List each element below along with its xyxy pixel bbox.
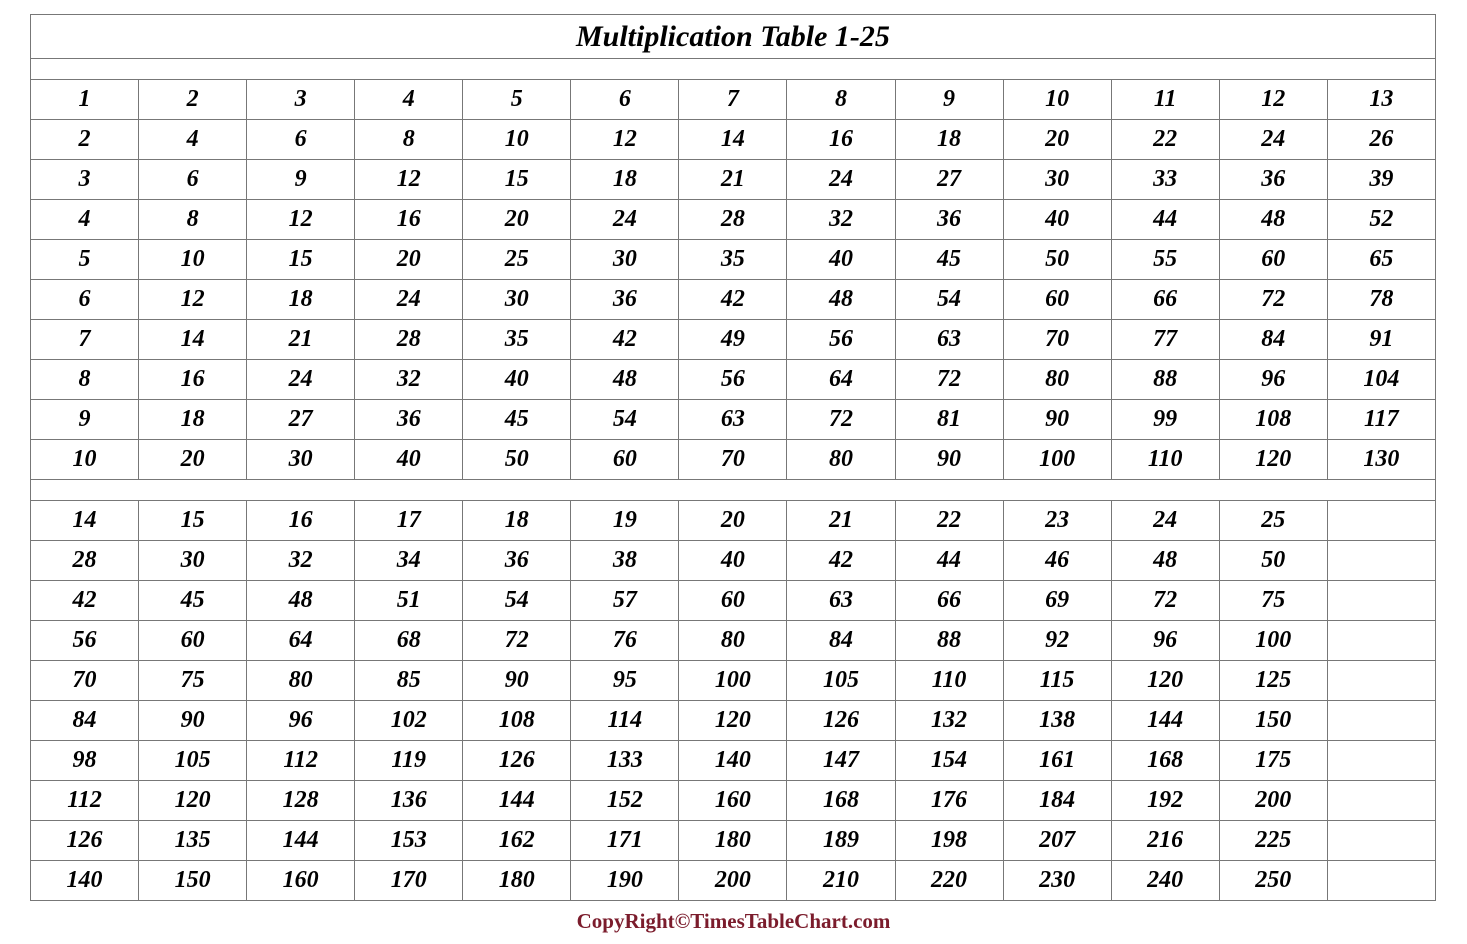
table-cell bbox=[1327, 701, 1435, 741]
table-cell: 42 bbox=[571, 320, 679, 360]
table-cell: 84 bbox=[31, 701, 139, 741]
table-cell: 77 bbox=[1111, 320, 1219, 360]
table-cell: 57 bbox=[571, 581, 679, 621]
table-cell: 90 bbox=[1003, 400, 1111, 440]
table-cell: 20 bbox=[679, 501, 787, 541]
table-cell: 56 bbox=[787, 320, 895, 360]
table-cell: 161 bbox=[1003, 741, 1111, 781]
table-cell: 22 bbox=[895, 501, 1003, 541]
table-cell: 154 bbox=[895, 741, 1003, 781]
table-cell: 40 bbox=[679, 541, 787, 581]
table-cell: 18 bbox=[247, 280, 355, 320]
table-cell: 9 bbox=[247, 160, 355, 200]
table-cell: 135 bbox=[139, 821, 247, 861]
table-cell bbox=[1327, 661, 1435, 701]
table-row bbox=[31, 120, 1436, 160]
table-cell: 80 bbox=[1003, 360, 1111, 400]
table-row bbox=[31, 400, 1436, 440]
table-cell: 136 bbox=[355, 781, 463, 821]
table-cell: 225 bbox=[1219, 821, 1327, 861]
table-cell: 64 bbox=[787, 360, 895, 400]
table-cell: 32 bbox=[787, 200, 895, 240]
table-cell: 2 bbox=[139, 80, 247, 120]
table-cell: 18 bbox=[139, 400, 247, 440]
table-cell: 24 bbox=[1219, 120, 1327, 160]
table-cell: 64 bbox=[247, 621, 355, 661]
table-cell bbox=[1327, 861, 1435, 901]
table-cell: 96 bbox=[1111, 621, 1219, 661]
table-cell: 75 bbox=[139, 661, 247, 701]
table-cell: 33 bbox=[1111, 160, 1219, 200]
table-cell: 160 bbox=[247, 861, 355, 901]
table-cell: 26 bbox=[1327, 120, 1435, 160]
table-cell: 90 bbox=[895, 440, 1003, 480]
table-cell: 108 bbox=[1219, 400, 1327, 440]
multiplication-table bbox=[30, 14, 1436, 901]
table-cell: 8 bbox=[31, 360, 139, 400]
table-cell: 6 bbox=[31, 280, 139, 320]
table-cell: 200 bbox=[679, 861, 787, 901]
table-row bbox=[31, 280, 1436, 320]
table-cell: 18 bbox=[895, 120, 1003, 160]
table-cell: 4 bbox=[31, 200, 139, 240]
table-cell: 19 bbox=[571, 501, 679, 541]
table-cell: 160 bbox=[679, 781, 787, 821]
table-cell: 46 bbox=[1003, 541, 1111, 581]
table-cell: 28 bbox=[355, 320, 463, 360]
table-cell: 30 bbox=[247, 440, 355, 480]
table-cell: 105 bbox=[787, 661, 895, 701]
table-cell: 14 bbox=[31, 501, 139, 541]
table-cell: 6 bbox=[247, 120, 355, 160]
table-cell: 60 bbox=[139, 621, 247, 661]
table-cell: 27 bbox=[247, 400, 355, 440]
table-cell: 91 bbox=[1327, 320, 1435, 360]
table-cell: 200 bbox=[1219, 781, 1327, 821]
table-cell: 16 bbox=[355, 200, 463, 240]
table-cell bbox=[1327, 581, 1435, 621]
table-cell: 44 bbox=[895, 541, 1003, 581]
table-cell: 70 bbox=[1003, 320, 1111, 360]
table-cell: 10 bbox=[31, 440, 139, 480]
table-cell: 80 bbox=[679, 621, 787, 661]
table-cell: 20 bbox=[1003, 120, 1111, 160]
table-cell: 140 bbox=[679, 741, 787, 781]
table-cell: 98 bbox=[31, 741, 139, 781]
table-cell: 60 bbox=[1003, 280, 1111, 320]
table-cell: 112 bbox=[247, 741, 355, 781]
table-cell: 120 bbox=[679, 701, 787, 741]
table-cell: 17 bbox=[355, 501, 463, 541]
table-cell: 50 bbox=[463, 440, 571, 480]
table-cell: 42 bbox=[31, 581, 139, 621]
table-cell: 168 bbox=[1111, 741, 1219, 781]
table-cell: 30 bbox=[463, 280, 571, 320]
table-cell: 18 bbox=[463, 501, 571, 541]
table-row bbox=[31, 821, 1436, 861]
table-cell: 8 bbox=[139, 200, 247, 240]
table-row bbox=[31, 501, 1436, 541]
table-cell: 12 bbox=[571, 120, 679, 160]
table-cell: 144 bbox=[463, 781, 571, 821]
table-cell: 50 bbox=[1219, 541, 1327, 581]
table-cell: 207 bbox=[1003, 821, 1111, 861]
table-cell: 24 bbox=[355, 280, 463, 320]
table-cell: 45 bbox=[139, 581, 247, 621]
table-cell: 36 bbox=[1219, 160, 1327, 200]
table-cell: 24 bbox=[571, 200, 679, 240]
table-cell: 105 bbox=[139, 741, 247, 781]
table-cell: 20 bbox=[139, 440, 247, 480]
table-cell: 54 bbox=[571, 400, 679, 440]
table-cell: 4 bbox=[139, 120, 247, 160]
table-cell: 35 bbox=[463, 320, 571, 360]
table-cell: 99 bbox=[1111, 400, 1219, 440]
table-row bbox=[31, 781, 1436, 821]
table-cell: 25 bbox=[463, 240, 571, 280]
table-cell: 22 bbox=[1111, 120, 1219, 160]
table-cell: 3 bbox=[31, 160, 139, 200]
table-cell bbox=[1327, 501, 1435, 541]
spacer-cell bbox=[31, 480, 1436, 501]
table-cell: 110 bbox=[1111, 440, 1219, 480]
table-cell: 30 bbox=[1003, 160, 1111, 200]
table-cell: 18 bbox=[571, 160, 679, 200]
table-cell: 150 bbox=[139, 861, 247, 901]
table-cell: 120 bbox=[139, 781, 247, 821]
table-cell: 56 bbox=[679, 360, 787, 400]
table-cell bbox=[1327, 621, 1435, 661]
table-cell: 28 bbox=[679, 200, 787, 240]
table-cell: 40 bbox=[463, 360, 571, 400]
table-cell: 198 bbox=[895, 821, 1003, 861]
table-cell: 95 bbox=[571, 661, 679, 701]
table-cell: 32 bbox=[247, 541, 355, 581]
table-cell: 84 bbox=[787, 621, 895, 661]
table-row bbox=[31, 360, 1436, 400]
table-cell bbox=[1327, 781, 1435, 821]
table-cell: 70 bbox=[31, 661, 139, 701]
table-cell: 5 bbox=[463, 80, 571, 120]
table-cell: 216 bbox=[1111, 821, 1219, 861]
table-cell: 13 bbox=[1327, 80, 1435, 120]
table-cell: 162 bbox=[463, 821, 571, 861]
table-cell: 220 bbox=[895, 861, 1003, 901]
table-cell: 36 bbox=[355, 400, 463, 440]
table-cell: 2 bbox=[31, 120, 139, 160]
table-cell: 75 bbox=[1219, 581, 1327, 621]
table-cell: 50 bbox=[1003, 240, 1111, 280]
table-cell: 138 bbox=[1003, 701, 1111, 741]
table-cell: 14 bbox=[139, 320, 247, 360]
table-cell: 27 bbox=[895, 160, 1003, 200]
table-cell: 189 bbox=[787, 821, 895, 861]
table-cell: 11 bbox=[1111, 80, 1219, 120]
table-cell: 15 bbox=[463, 160, 571, 200]
table-cell: 192 bbox=[1111, 781, 1219, 821]
table-row bbox=[31, 661, 1436, 701]
table-cell: 24 bbox=[247, 360, 355, 400]
table-cell: 68 bbox=[355, 621, 463, 661]
table-cell: 184 bbox=[1003, 781, 1111, 821]
table-cell: 114 bbox=[571, 701, 679, 741]
table-title: Multiplication Table 1-25 bbox=[31, 15, 1436, 59]
table-cell: 144 bbox=[1111, 701, 1219, 741]
table-cell: 250 bbox=[1219, 861, 1327, 901]
table-cell: 20 bbox=[463, 200, 571, 240]
table-cell: 21 bbox=[247, 320, 355, 360]
table-cell: 45 bbox=[463, 400, 571, 440]
table-row bbox=[31, 80, 1436, 120]
table-cell: 88 bbox=[1111, 360, 1219, 400]
table-cell: 175 bbox=[1219, 741, 1327, 781]
table-cell: 63 bbox=[895, 320, 1003, 360]
table-cell: 132 bbox=[895, 701, 1003, 741]
table-cell bbox=[1327, 821, 1435, 861]
spacer-cell bbox=[31, 59, 1436, 80]
table-cell: 92 bbox=[1003, 621, 1111, 661]
table-row bbox=[31, 861, 1436, 901]
table-cell: 24 bbox=[787, 160, 895, 200]
title-row bbox=[31, 15, 1436, 59]
table-cell: 40 bbox=[787, 240, 895, 280]
table-cell: 180 bbox=[463, 861, 571, 901]
table-cell: 100 bbox=[1219, 621, 1327, 661]
table-cell: 100 bbox=[1003, 440, 1111, 480]
table-row bbox=[31, 440, 1436, 480]
table-cell: 7 bbox=[679, 80, 787, 120]
table-cell: 168 bbox=[787, 781, 895, 821]
table-cell: 120 bbox=[1219, 440, 1327, 480]
table-cell: 35 bbox=[679, 240, 787, 280]
table-cell: 190 bbox=[571, 861, 679, 901]
table-cell: 140 bbox=[31, 861, 139, 901]
table-cell: 96 bbox=[1219, 360, 1327, 400]
table-cell: 152 bbox=[571, 781, 679, 821]
table-cell: 150 bbox=[1219, 701, 1327, 741]
table-cell: 14 bbox=[679, 120, 787, 160]
table-cell: 153 bbox=[355, 821, 463, 861]
table-cell: 40 bbox=[355, 440, 463, 480]
table-cell: 84 bbox=[1219, 320, 1327, 360]
table-cell: 128 bbox=[247, 781, 355, 821]
table-cell: 104 bbox=[1327, 360, 1435, 400]
table-cell: 81 bbox=[895, 400, 1003, 440]
table-cell: 85 bbox=[355, 661, 463, 701]
table-cell: 6 bbox=[139, 160, 247, 200]
table-cell: 133 bbox=[571, 741, 679, 781]
table-cell: 8 bbox=[355, 120, 463, 160]
table-cell: 12 bbox=[247, 200, 355, 240]
table-cell: 38 bbox=[571, 541, 679, 581]
table-cell: 16 bbox=[247, 501, 355, 541]
table-cell: 1 bbox=[31, 80, 139, 120]
table-cell: 126 bbox=[463, 741, 571, 781]
table-cell: 108 bbox=[463, 701, 571, 741]
table-cell: 66 bbox=[1111, 280, 1219, 320]
table-cell: 54 bbox=[895, 280, 1003, 320]
table-cell: 80 bbox=[787, 440, 895, 480]
table-row bbox=[31, 541, 1436, 581]
table-cell: 63 bbox=[787, 581, 895, 621]
table-cell: 10 bbox=[1003, 80, 1111, 120]
table-row bbox=[31, 200, 1436, 240]
table-body bbox=[31, 15, 1436, 901]
table-row bbox=[31, 320, 1436, 360]
table-cell: 65 bbox=[1327, 240, 1435, 280]
table-cell: 72 bbox=[463, 621, 571, 661]
table-cell: 12 bbox=[139, 280, 247, 320]
table-cell: 55 bbox=[1111, 240, 1219, 280]
table-cell: 12 bbox=[355, 160, 463, 200]
table-cell: 126 bbox=[31, 821, 139, 861]
table-cell: 32 bbox=[355, 360, 463, 400]
table-row bbox=[31, 701, 1436, 741]
table-cell: 56 bbox=[31, 621, 139, 661]
table-cell: 5 bbox=[31, 240, 139, 280]
table-cell: 7 bbox=[31, 320, 139, 360]
table-cell: 90 bbox=[463, 661, 571, 701]
table-cell: 16 bbox=[787, 120, 895, 160]
table-cell: 44 bbox=[1111, 200, 1219, 240]
table-cell: 9 bbox=[31, 400, 139, 440]
table-cell: 8 bbox=[787, 80, 895, 120]
table-cell: 72 bbox=[787, 400, 895, 440]
table-cell: 119 bbox=[355, 741, 463, 781]
spacer-row bbox=[31, 59, 1436, 80]
table-cell: 36 bbox=[895, 200, 1003, 240]
table-cell: 60 bbox=[679, 581, 787, 621]
table-cell: 4 bbox=[355, 80, 463, 120]
table-cell: 115 bbox=[1003, 661, 1111, 701]
table-cell: 117 bbox=[1327, 400, 1435, 440]
table-cell: 15 bbox=[139, 501, 247, 541]
table-cell bbox=[1327, 541, 1435, 581]
table-cell: 96 bbox=[247, 701, 355, 741]
table-cell: 63 bbox=[679, 400, 787, 440]
table-row bbox=[31, 741, 1436, 781]
table-cell: 21 bbox=[679, 160, 787, 200]
table-cell: 176 bbox=[895, 781, 1003, 821]
table-cell: 48 bbox=[1111, 541, 1219, 581]
table-cell: 20 bbox=[355, 240, 463, 280]
copyright-footer: CopyRight©TimesTableChart.com bbox=[576, 909, 891, 933]
table-cell: 147 bbox=[787, 741, 895, 781]
table-cell: 36 bbox=[571, 280, 679, 320]
table-cell: 30 bbox=[139, 541, 247, 581]
table-cell: 69 bbox=[1003, 581, 1111, 621]
table-cell: 52 bbox=[1327, 200, 1435, 240]
table-cell: 240 bbox=[1111, 861, 1219, 901]
table-cell: 88 bbox=[895, 621, 1003, 661]
table-cell: 126 bbox=[787, 701, 895, 741]
section-divider-row bbox=[31, 480, 1436, 501]
table-cell: 60 bbox=[1219, 240, 1327, 280]
table-cell: 130 bbox=[1327, 440, 1435, 480]
table-cell: 48 bbox=[247, 581, 355, 621]
table-cell: 180 bbox=[679, 821, 787, 861]
table-cell: 90 bbox=[139, 701, 247, 741]
table-row bbox=[31, 240, 1436, 280]
table-cell: 72 bbox=[895, 360, 1003, 400]
table-cell: 10 bbox=[139, 240, 247, 280]
table-cell: 72 bbox=[1111, 581, 1219, 621]
table-cell: 23 bbox=[1003, 501, 1111, 541]
table-cell: 230 bbox=[1003, 861, 1111, 901]
table-row bbox=[31, 581, 1436, 621]
table-cell: 34 bbox=[355, 541, 463, 581]
table-cell: 51 bbox=[355, 581, 463, 621]
table-cell: 3 bbox=[247, 80, 355, 120]
table-cell: 9 bbox=[895, 80, 1003, 120]
table-row bbox=[31, 160, 1436, 200]
table-cell: 30 bbox=[571, 240, 679, 280]
table-cell: 110 bbox=[895, 661, 1003, 701]
table-cell: 42 bbox=[787, 541, 895, 581]
table-cell: 48 bbox=[571, 360, 679, 400]
table-cell: 120 bbox=[1111, 661, 1219, 701]
table-cell: 42 bbox=[679, 280, 787, 320]
table-cell: 39 bbox=[1327, 160, 1435, 200]
table-cell: 6 bbox=[571, 80, 679, 120]
table-cell: 100 bbox=[679, 661, 787, 701]
table-cell: 210 bbox=[787, 861, 895, 901]
table-cell: 28 bbox=[31, 541, 139, 581]
table-cell: 125 bbox=[1219, 661, 1327, 701]
table-cell: 72 bbox=[1219, 280, 1327, 320]
table-cell: 12 bbox=[1219, 80, 1327, 120]
table-cell: 40 bbox=[1003, 200, 1111, 240]
table-cell: 60 bbox=[571, 440, 679, 480]
table-cell bbox=[1327, 741, 1435, 781]
table-cell: 112 bbox=[31, 781, 139, 821]
table-cell: 76 bbox=[571, 621, 679, 661]
table-cell: 66 bbox=[895, 581, 1003, 621]
table-cell: 102 bbox=[355, 701, 463, 741]
table-cell: 171 bbox=[571, 821, 679, 861]
table-cell: 49 bbox=[679, 320, 787, 360]
table-row bbox=[31, 621, 1436, 661]
table-cell: 48 bbox=[787, 280, 895, 320]
table-cell: 36 bbox=[463, 541, 571, 581]
table-cell: 48 bbox=[1219, 200, 1327, 240]
table-cell: 24 bbox=[1111, 501, 1219, 541]
table-cell: 15 bbox=[247, 240, 355, 280]
table-cell: 21 bbox=[787, 501, 895, 541]
table-cell: 80 bbox=[247, 661, 355, 701]
table-cell: 16 bbox=[139, 360, 247, 400]
table-cell: 170 bbox=[355, 861, 463, 901]
table-cell: 54 bbox=[463, 581, 571, 621]
table-cell: 10 bbox=[463, 120, 571, 160]
table-cell: 70 bbox=[679, 440, 787, 480]
table-cell: 144 bbox=[247, 821, 355, 861]
table-cell: 25 bbox=[1219, 501, 1327, 541]
table-cell: 45 bbox=[895, 240, 1003, 280]
table-cell: 78 bbox=[1327, 280, 1435, 320]
